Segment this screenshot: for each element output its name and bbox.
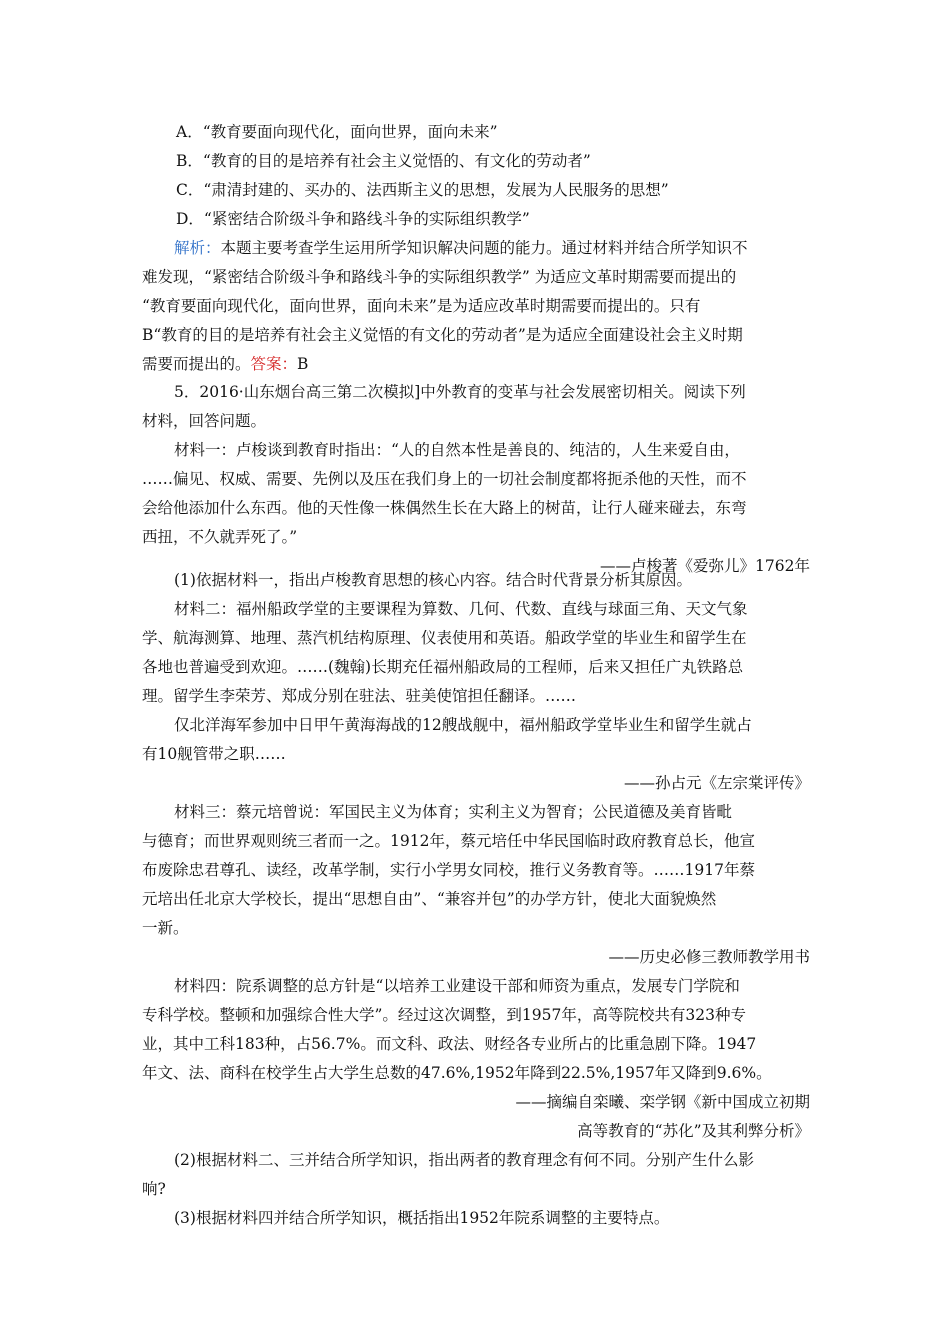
material-3-line-3: 布废除忠君尊孔、读经，改革学制，实行小学男女同校，推行义务教育等。……1917年蔡 — [142, 861, 755, 879]
material-3-line-1: 材料三：蔡元培曾说：军国民主义为体育；实利主义为智育；公民道德及美育皆毗 — [174, 803, 733, 821]
sub-question-1 — [142, 566, 810, 595]
analysis-block — [142, 234, 810, 379]
material-3-source: ——历史必修三教师教学用书 — [608, 948, 810, 966]
material-1-line-4: 西扭，不久就弄死了。” — [142, 528, 298, 546]
material-1-line-1: 材料一：卢梭谈到教育时指出：“人的自然本性是善良的、纯洁的，人生来爱自由， — [174, 441, 740, 459]
answer-label: 答案： — [250, 355, 298, 373]
material-2-line-2: 学、航海测算、地理、蒸汽机结构原理、仪表使用和英语。船政学堂的毕业生和留学生在 — [142, 629, 747, 647]
sub-question-3-text: (3)根据材料四并结合所学知识，概括指出1952年院系调整的主要特点。 — [174, 1209, 670, 1227]
material-2-line-3: 各地也普遍受到欢迎。……(魏翰)长期充任福州船政局的工程师，后来又担任广丸铁路总 — [142, 658, 744, 676]
material-4-line-4: 年文、法、商科在校学生占大学生总数的47.6%,1952年降到22.5%,1957年又降到9.6%。 — [142, 1064, 772, 1082]
analysis-line-1: 解析：本题主要考查学生运用所学知识解决问题的能力。通过材料并结合所学知识不 — [174, 239, 748, 257]
material-4 — [142, 972, 810, 1146]
analysis-line-4: B“教育的目的是培养有社会主义觉悟的有文化的劳动者”是为适应全面建设社会主义时期 — [142, 326, 743, 344]
sub-question-1-text: (1)依据材料一，指出卢梭教育思想的核心内容。结合时代背景分析其原因。 — [174, 571, 692, 589]
material-2-source: ——孙占元《左宗棠评传》 — [623, 774, 810, 792]
material-3-line-5: 一新。 — [142, 919, 189, 937]
sub-question-2 — [142, 1146, 810, 1204]
sub-question-3 — [142, 1204, 810, 1233]
material-3-line-4: 元培出任北京大学校长，提出“思想自由”、“兼容并包”的办学方针，使北大面貌焕然 — [142, 890, 717, 908]
material-4-source-line-2: 高等教育的“苏化”及其利弊分析》 — [577, 1122, 810, 1140]
material-4-line-2: 专科学校。整顿和加强综合性大学”。经过这次调整，到1957年，高等院校共有323种专 — [142, 1006, 746, 1024]
option-a: A．“教育要面向现代化，面向世界，面向未来” — [176, 123, 498, 141]
material-3 — [142, 798, 810, 972]
material-2-line-6: 有10舰管带之职…… — [142, 745, 286, 763]
question-5 — [142, 378, 810, 436]
answer-options — [142, 118, 810, 234]
material-2-line-5: 仅北洋海军参加中日甲午黄海海战的12艘战舰中，福州船政学堂毕业生和留学生就占 — [174, 716, 752, 734]
answer-value: B — [297, 355, 309, 373]
sub-question-2-line-2: 响? — [142, 1180, 166, 1198]
analysis-line-3: “教育要面向现代化，面向世界，面向未来”是为适应改革时期需要而提出的。只有 — [142, 297, 701, 315]
material-4-line-3: 业，其中工科183种，占56.7%。而文科、政法、财经各专业所占的比重急剧下降。1947 — [142, 1035, 757, 1053]
option-b: B．“教育的目的是培养有社会主义觉悟的、有文化的劳动者” — [176, 152, 591, 170]
material-3-line-2: 与德育；而世界观则统三者而一之。1912年，蔡元培任中华民国临时政府教育总长，他宣 — [142, 832, 755, 850]
material-1-line-2: ……偏见、权威、需要、先例以及压在我们身上的一切社会制度都将扼杀他的天性，而不 — [142, 470, 747, 488]
sub-question-2-line-1: (2)根据材料二、三并结合所学知识，指出两者的教育理念有何不同。分别产生什么影 — [174, 1151, 754, 1169]
analysis-label: 解析： — [174, 239, 221, 257]
material-1-source: ——卢梭著《爱弥儿》1762年 — [600, 557, 810, 575]
material-1 — [142, 436, 810, 581]
question-5-line-1: 5．2016·山东烟台高三第二次模拟]中外教育的变革与社会发展密切相关。阅读下列 — [174, 383, 746, 401]
option-d: D．“紧密结合阶级斗争和路线斗争的实际组织教学” — [176, 210, 530, 228]
material-2-line-4: 理。留学生李荣芳、郑成分别在驻法、驻美使馆担任翻译。…… — [142, 687, 577, 705]
material-2 — [142, 595, 810, 798]
material-2-line-1: 材料二：福州船政学堂的主要课程为算数、几何、代数、直线与球面三角、天文气象 — [174, 600, 748, 618]
question-5-line-2: 材料，回答问题。 — [142, 412, 267, 430]
material-1-line-3: 会给他添加什么东西。他的天性像一株偶然生长在大路上的树苗，让行人碰来碰去，东弯 — [142, 499, 747, 517]
analysis-line-2: 难发现，“紧密结合阶级斗争和路线斗争的实际组织教学” 为适应文革时期需要而提出的 — [142, 268, 737, 286]
material-4-line-1: 材料四：院系调整的总方针是“以培养工业建设干部和师资为重点，发展专门学院和 — [174, 977, 740, 995]
analysis-line-5: 需要而提出的。答案：B — [142, 355, 309, 373]
option-c: C．“肃清封建的、买办的、法西斯主义的思想，发展为人民服务的思想” — [176, 181, 669, 199]
material-4-source-line-1: ——摘编自栾曦、栾学钢《新中国成立初期 — [515, 1093, 810, 1111]
